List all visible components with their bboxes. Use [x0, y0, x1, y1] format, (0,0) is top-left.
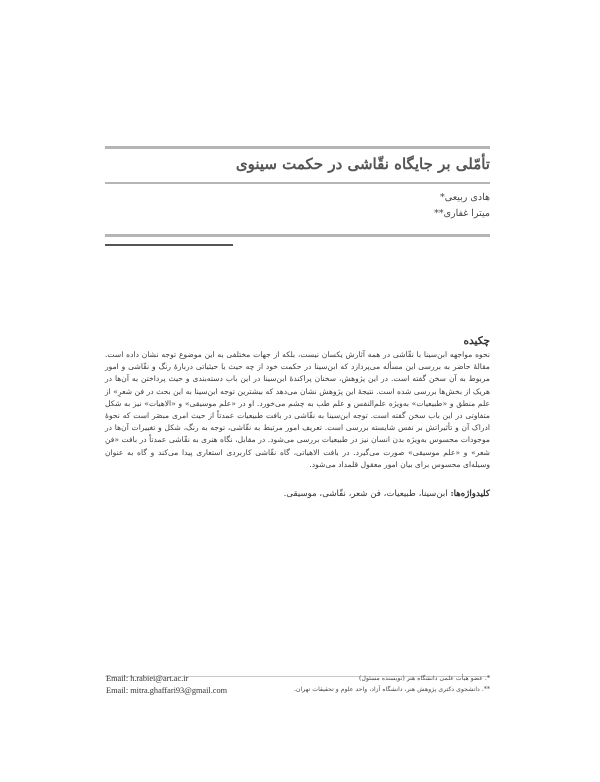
keywords-label: کلیدواژه‌ها: — [450, 489, 490, 499]
abstract-body: نحوه مواجهه ابن‌سینا با نقّاشی در همه آثارش یکسان نیست، بلکه از جهات مختلفی به این موضوع توجه نشان داده است. مقالهٔ حاضر به بررسی این مسأله می‌پردازد که ابن‌سینا در حکمت خود از چه حیث یا حیثیاتی دربارهٔ رنگ و نقّاشی و امور مربوط به آن سخن گفته است. در این پژوهش، سخنان پراکندهٔ ابن‌سینا در این باب دسته‌بندی و حیث پرداختن به آن‌ها در هریک از بخش‌ها بررسی شده است. نتیجهٔ این پژوهش نشان می‌دهد که بیشترین توجه ابن‌سینا به این بحث در فن شعرِ» از علم منطق و «طبیعیات» به‌ویژه علم‌النفس و علم طب به چشم می‌خورد. او در «علم موسیقی» و «الاهیات» نیز به شکل متفاوتی در این باب سخن گفته است. توجه ابن‌سینا به نقّاشی در بافت طبیعیات عمدتاً از حیث امری مبصَر است که نحوهٔ ادراک آن و تأثیراتش بر نفس شایسته بررسی است. تعریف امور مرتبط به نقّاشی، توجه به رنگ، شکل و تغییرات آن‌ها در موجودات محسوس به‌ویژه بدن انسان نیز در طبیعیات بررسی می‌شود. در مقابل، نگاه هنری به نقّاشی عمدتاً در بافت «فن شعر» و «علم موسیقی» صورت می‌گیرد. در بافت الاهیاتی، گاه نقّاشی کاربردی استعاری پیدا می‌کند و گاه به عنوان وسیله‌ای محسوس برای بیان امور معقول قلمداد می‌شود. — [105, 350, 490, 469]
author-name: میترا غفاری** — [434, 208, 490, 219]
keywords-text: ابن‌سینا، طبیعیات، فن شعر، نقّاشی، موسیقی. — [283, 489, 451, 499]
section-divider — [105, 234, 490, 237]
email-line: Email: h.rabiei@art.ac.ir — [106, 674, 189, 683]
footnote-block — [290, 673, 490, 695]
short-divider — [105, 244, 233, 246]
footnote: **. دانشجوی دکتری پژوهش هنر، دانشگاه آزاد، واحد علوم و تحقیقات تهران. — [294, 686, 490, 693]
footnote: *. عضو هیأت علمی دانشگاه هنر (نویسنده مسئول) — [359, 675, 490, 682]
email-line: Email: mitra.ghaffari93@gmail.com — [106, 686, 228, 695]
abstract-heading: چکیده — [463, 335, 490, 347]
email-block — [106, 673, 306, 697]
author-list — [290, 190, 490, 222]
title-top-rule — [105, 146, 490, 149]
keywords-line — [105, 489, 490, 499]
paper-title: تأمّلی بر جایگاه نقّاشی در حکمت سینوی — [235, 155, 490, 173]
title-bottom-rule — [105, 182, 490, 184]
author-name: هادی ربیعی* — [440, 192, 490, 203]
